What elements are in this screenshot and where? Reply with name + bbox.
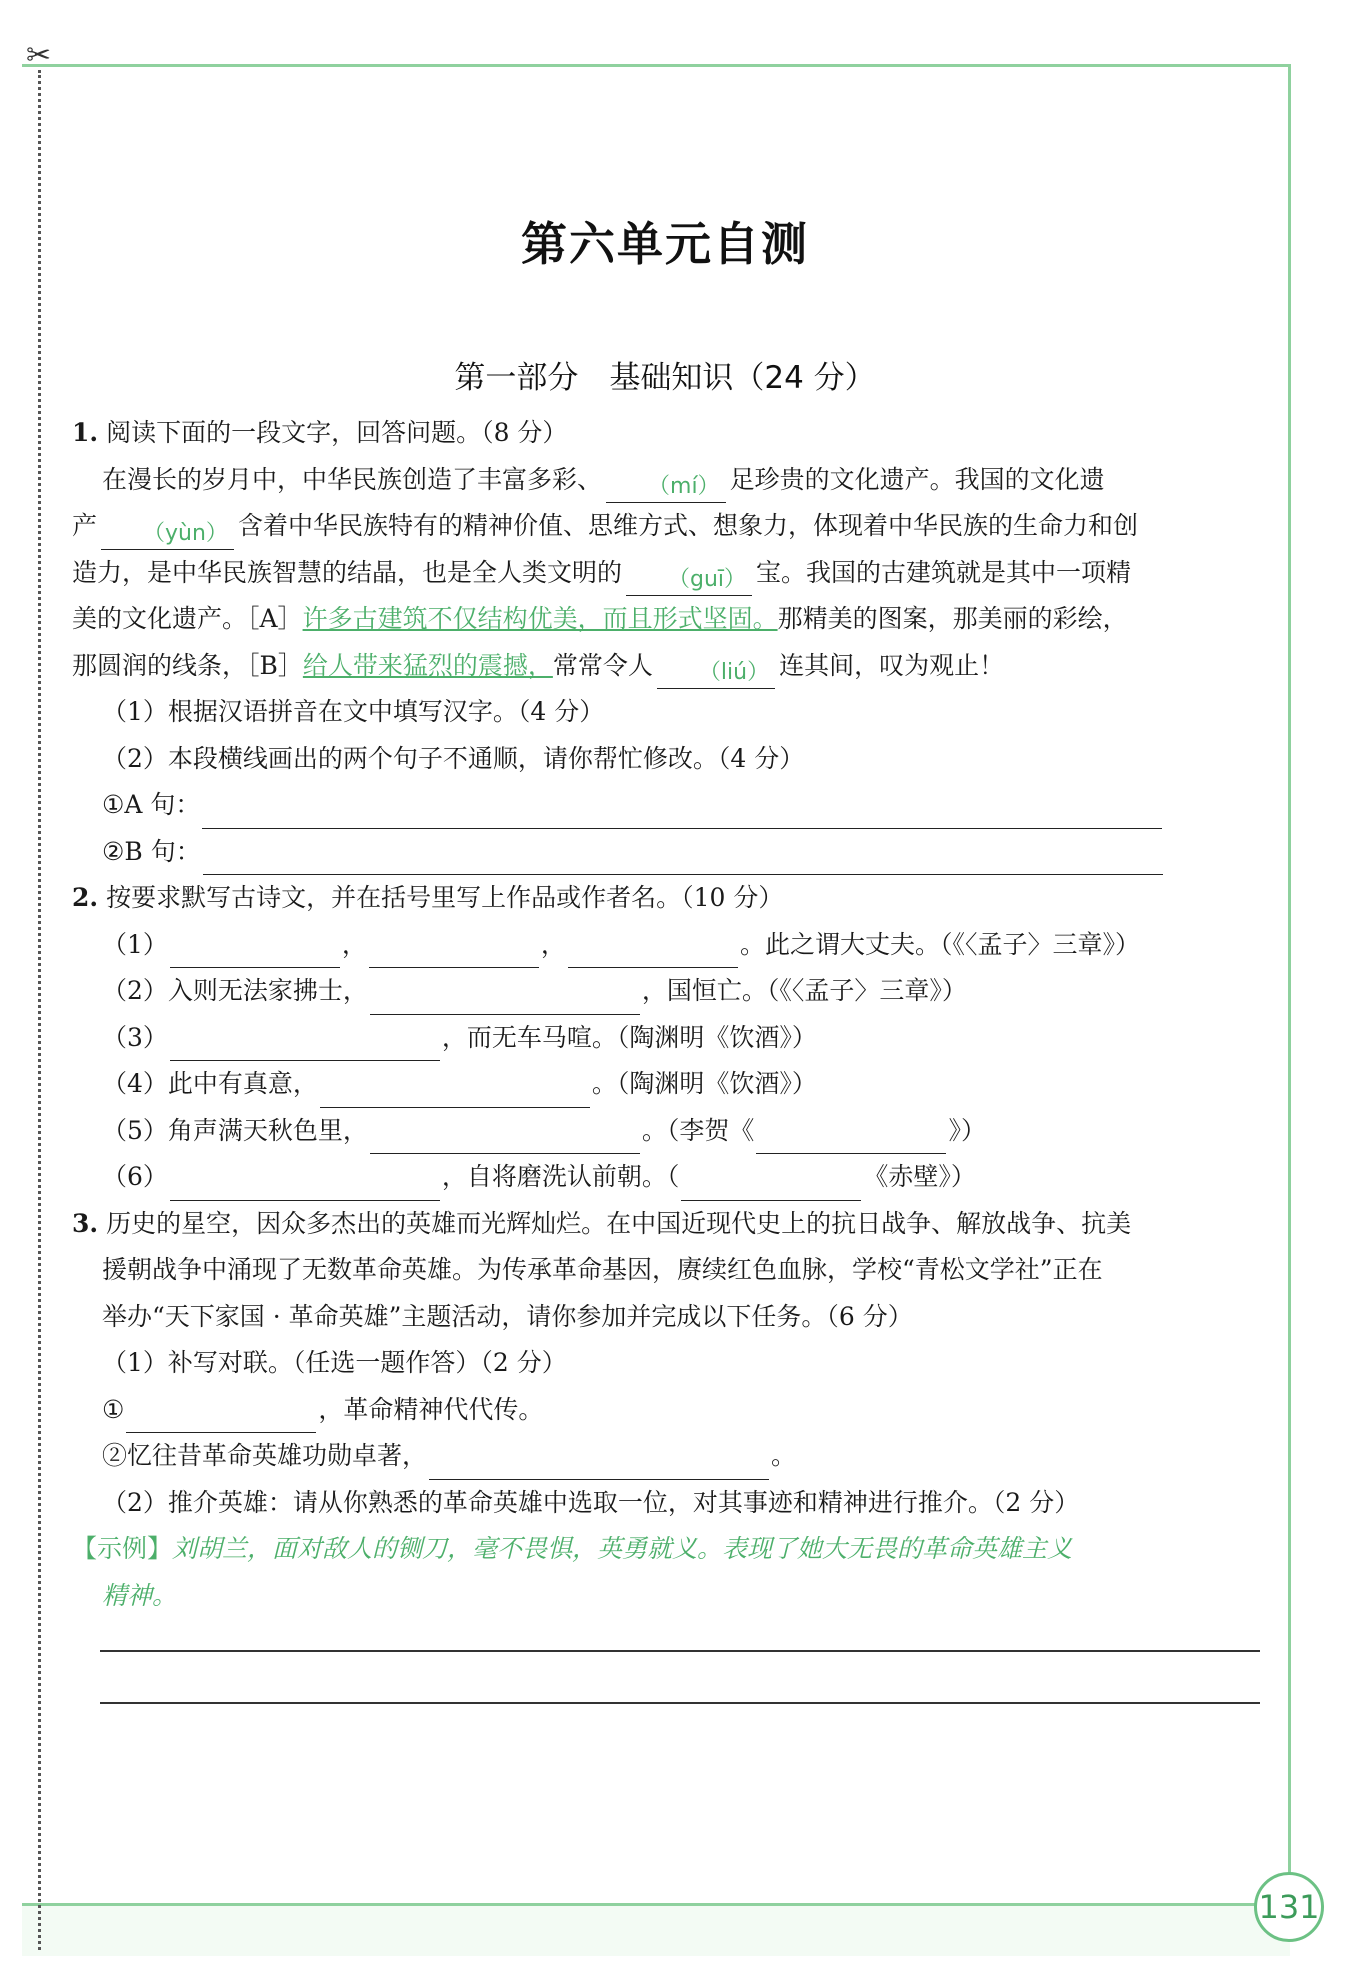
couplet-blank[interactable]	[126, 1401, 316, 1433]
q2-stem: 2. 按要求默写古诗文，并在括号里写上作品或作者名。（10 分）	[72, 883, 784, 912]
q1-sub1: （1）根据汉语拼音在文中填写汉字。（4 分）	[102, 697, 605, 726]
poem-blank[interactable]	[170, 936, 340, 968]
page-number: 131	[1254, 1872, 1324, 1942]
title-blank[interactable]	[756, 1122, 946, 1154]
q3-sub1: （1）补写对联。（任选一题作答）（2 分）	[102, 1348, 567, 1377]
q1-sub2: （2）本段横线画出的两个句子不通顺，请你帮忙修改。（4 分）	[102, 743, 805, 773]
worksheet-content	[72, 410, 1262, 1619]
q1-passage-line: 美的文化遗产。［A］许多古建筑不仅结构优美，而且形式坚固。那精美的图案，那美丽的彩绘，	[72, 604, 1128, 633]
q2-item-5: （5）角声满天秋色里， 。（李贺《 》）	[72, 1108, 1262, 1155]
poem-blank[interactable]	[170, 1169, 440, 1201]
page-title: 第六单元自测	[521, 217, 809, 271]
poem-blank[interactable]	[370, 1122, 640, 1154]
q3-example-line	[72, 1526, 1262, 1573]
sentence-b: 给人带来猛烈的震撼，	[302, 650, 553, 680]
section-title: 第一部分 基础知识（24 分）	[454, 360, 876, 396]
page-frame-top	[22, 64, 1290, 67]
q1-b-answer: ②B 句：	[72, 829, 1262, 876]
page-frame-bottom	[22, 1903, 1290, 1906]
poem-blank[interactable]	[320, 1076, 590, 1108]
q1-passage-line: 那圆润的线条，［B］给人带来猛烈的震撼，常常令人 （liú） 连其间，叹为观止！	[72, 643, 1262, 690]
q2-item-1: （1） ， ， 。此之谓大丈夫。（《〈孟子〉三章》）	[72, 922, 1262, 969]
poem-blank[interactable]	[170, 1029, 440, 1061]
answer-writing-line[interactable]	[100, 1650, 1260, 1652]
q1-passage-line: 产 （yùn） 含着中华民族特有的精神价值、思维方式、想象力，体现着中华民族的生命力和创	[72, 503, 1262, 550]
couplet-blank[interactable]	[429, 1448, 769, 1480]
answer-blank-a[interactable]	[202, 797, 1162, 829]
poem-blank[interactable]	[370, 983, 640, 1015]
example-answer: 刘胡兰，面对敌人的铡刀，毫不畏惧，英勇就义。表现了她大无畏的革命英雄主义	[172, 1534, 1073, 1563]
q1-passage-line: 造力，是中华民族智慧的结晶，也是全人类文明的 （guī） 宝。我国的古建筑就是其中一项精	[72, 550, 1262, 597]
poem-blank[interactable]	[369, 936, 539, 968]
q3-couplet-2: ②忆往昔革命英雄功勋卓著， 。	[72, 1433, 1262, 1480]
q3-stem: 3. 历史的星空，因众多杰出的英雄而光辉灿烂。在中国近现代史上的抗日战争、解放战争、抗美	[72, 1208, 1132, 1238]
page-frame-right	[1288, 64, 1291, 1904]
answer-writing-line[interactable]	[100, 1702, 1260, 1704]
q3-sub2: （2）推介英雄：请从你熟悉的革命英雄中选取一位，对其事迹和精神进行推介。（2 分）	[102, 1487, 1080, 1517]
pinyin-blank[interactable]: （mí）	[606, 471, 726, 503]
pinyin-blank[interactable]: （guī）	[626, 564, 752, 596]
q3-example-line: 精神。	[102, 1580, 178, 1610]
scissors-icon: ✂	[26, 38, 52, 73]
q3-stem-line: 举办“天下家国 · 革命英雄”主题活动，请你参加并完成以下任务。（6 分）	[102, 1301, 913, 1331]
poem-blank[interactable]	[568, 936, 738, 968]
page-footer-band	[22, 1906, 1290, 1956]
answer-blank-b[interactable]	[203, 843, 1163, 875]
pinyin-blank[interactable]: （yùn）	[101, 518, 234, 550]
q3-couplet-1: ① ，革命精神代代传。	[72, 1387, 1262, 1434]
pinyin-blank[interactable]: （liú）	[657, 657, 775, 689]
q1-a-answer: ①A 句：	[72, 782, 1262, 829]
sentence-a: 许多古建筑不仅结构优美，而且形式坚固。	[302, 604, 778, 633]
q1-stem: 1. 阅读下面的一段文字，回答问题。（8 分）	[72, 418, 568, 447]
q2-item-4: （4）此中有真意， 。（陶渊明《饮酒》）	[72, 1061, 1262, 1108]
q2-item-3: （3） ，而无车马喧。（陶渊明《饮酒》）	[72, 1015, 1262, 1062]
q2-item-6: （6） ，自将磨洗认前朝。（ 《赤壁》）	[72, 1154, 1262, 1201]
q3-stem-line: 援朝战争中涌现了无数革命英雄。为传承革命基因，赓续红色血脉，学校“青松文学社”正在	[102, 1255, 1103, 1284]
q1-passage-line: 在漫长的岁月中，中华民族创造了丰富多彩、 （mí） 足珍贵的文化遗产。我国的文化遗	[72, 457, 1262, 504]
example-tag: 【示例】	[72, 1534, 173, 1563]
q2-item-2: （2）入则无法家拂士， ，国恒亡。（《〈孟子〉三章》）	[72, 968, 1262, 1015]
author-blank[interactable]	[681, 1169, 861, 1201]
